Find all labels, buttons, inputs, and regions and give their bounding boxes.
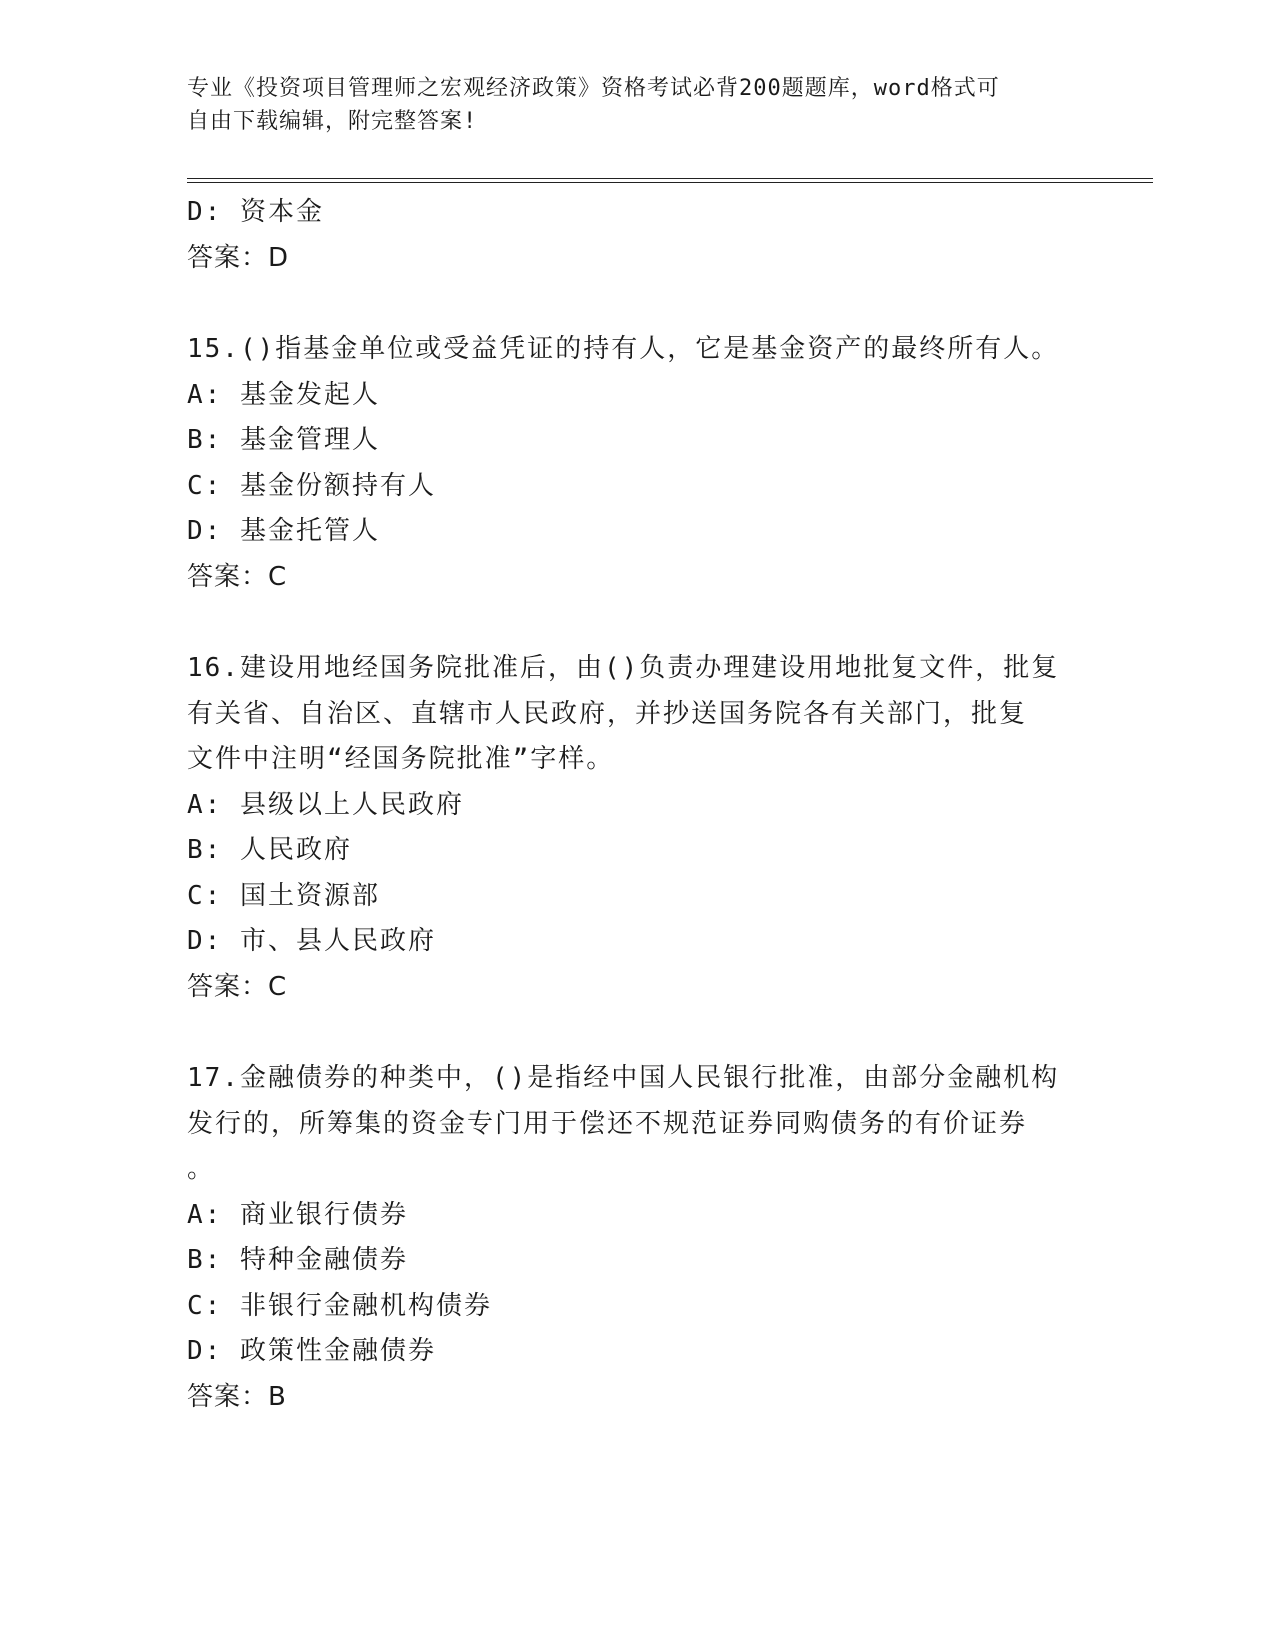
- question-stem-line-2: 有关省、自治区、直辖市人民政府，并抄送国务院各有关部门，批复: [187, 698, 1028, 729]
- question-stem-line-2: 发行的，所筹集的资金专门用于偿还不规范证券同购债务的有价证券: [187, 1108, 1028, 1139]
- question-list: [187, 190, 1067, 1420]
- spacer: [187, 600, 1067, 646]
- option-b: B: 基金管理人: [187, 425, 380, 455]
- option-c: C: 非银行金融机构债券: [187, 1290, 492, 1321]
- option-b: B: 人民政府: [187, 835, 352, 865]
- answer-line: 答案：D: [187, 242, 290, 273]
- document-header: [187, 72, 1087, 138]
- header-line-2: 自由下载编辑，附完整答案!: [187, 109, 478, 134]
- option-d: D: 资本金: [187, 197, 324, 227]
- header-divider: [187, 178, 1153, 183]
- question-stem-line-1: 17.金融债券的种类中，()是指经中国人民银行批准，由部分金融机构: [187, 1063, 1060, 1093]
- answer-line: 答案：C: [187, 971, 288, 1002]
- spacer: [187, 1010, 1067, 1056]
- option-a: A: 县级以上人民政府: [187, 789, 464, 820]
- question-stem-line-3: 。: [187, 1154, 216, 1184]
- question-stem: 15.()指基金单位或受益凭证的持有人，它是基金资产的最终所有人。: [187, 334, 1060, 364]
- question-17: [187, 1056, 1067, 1420]
- option-c: C: 基金份额持有人: [187, 470, 436, 501]
- spacer: [187, 281, 1067, 327]
- option-d: D: 市、县人民政府: [187, 926, 436, 956]
- answer-line: 答案：B: [187, 1381, 287, 1412]
- question-stem-line-1: 16.建设用地经国务院批准后，由()负责办理建设用地批复文件，批复: [187, 653, 1060, 683]
- option-b: B: 特种金融债券: [187, 1245, 408, 1275]
- question-stem-line-3: 文件中注明“经国务院批准”字样。: [187, 744, 615, 774]
- option-a: A: 商业银行债券: [187, 1199, 408, 1230]
- option-c: C: 国土资源部: [187, 880, 380, 911]
- option-d: D: 基金托管人: [187, 516, 380, 546]
- option-a: A: 基金发起人: [187, 379, 380, 410]
- option-d: D: 政策性金融债券: [187, 1336, 436, 1366]
- question-15: [187, 327, 1067, 600]
- previous-question-tail: [187, 190, 1067, 281]
- question-16: [187, 646, 1067, 1010]
- answer-line: 答案：C: [187, 561, 288, 592]
- header-line-1: 专业《投资项目管理师之宏观经济政策》资格考试必背200题题库，word格式可: [187, 76, 1000, 101]
